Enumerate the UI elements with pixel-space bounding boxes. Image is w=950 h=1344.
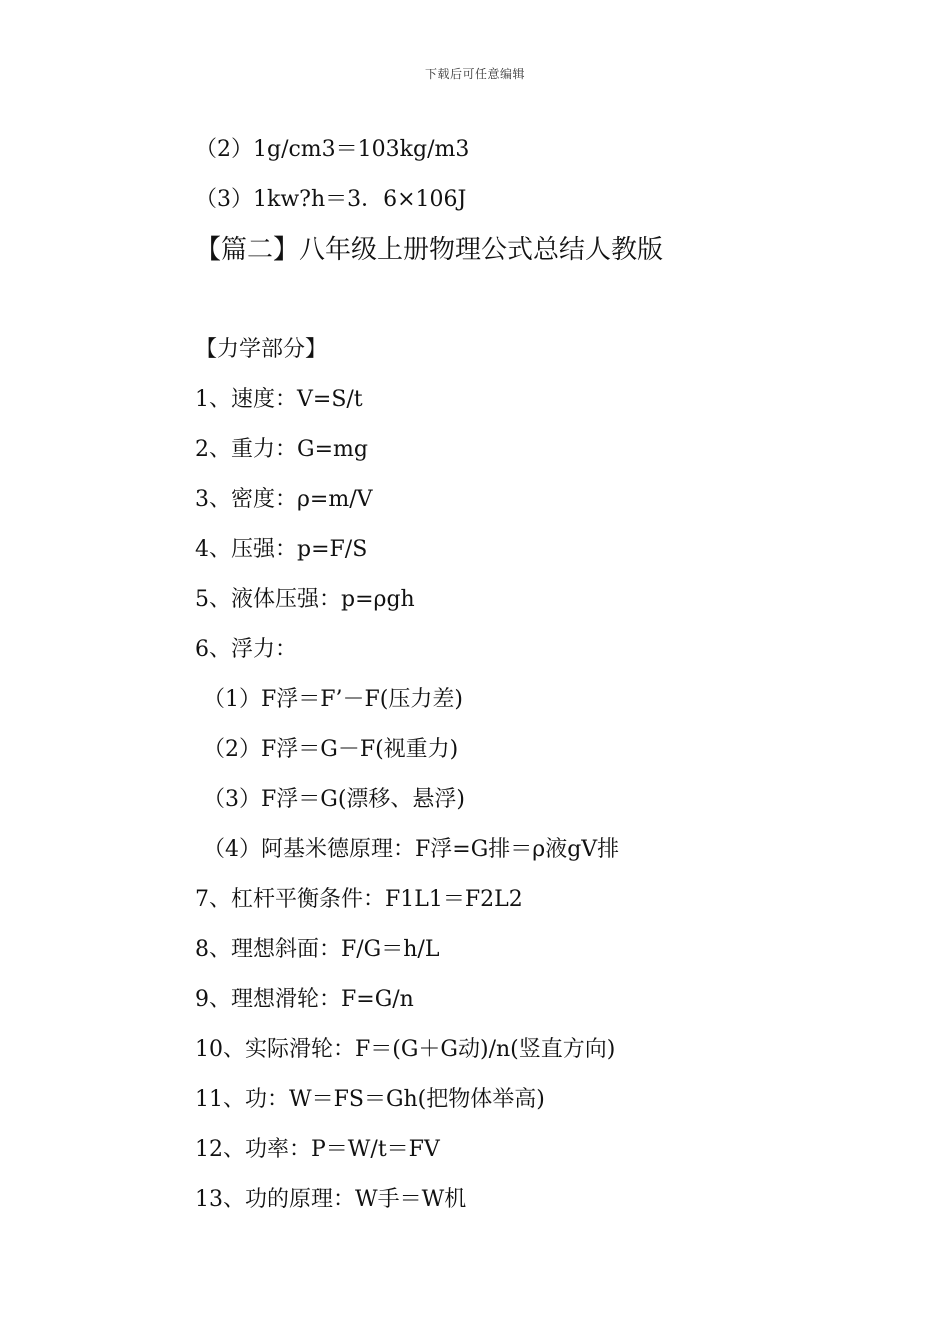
formula-line: 4、压强：p=F/S (195, 537, 368, 562)
formula-line: 6、浮力： (195, 637, 297, 662)
formula-line: 7、杠杆平衡条件：F1L1＝F2L2 (195, 887, 523, 912)
formula-line: 11、功：W＝FS＝Gh(把物体举高) (195, 1087, 545, 1112)
formula-line: 13、功的原理：W手＝W机 (195, 1187, 467, 1212)
spacer (195, 275, 895, 325)
formula-line: 5、液体压强：p=ρgh (195, 587, 415, 612)
formula-line: 9、理想滑轮：F=G/n (195, 987, 414, 1012)
formula-subline: （1）F浮＝F’－F(压力差) (203, 687, 463, 712)
formula-subline: （3）F浮＝G(漂移、悬浮) (203, 787, 466, 812)
formula-line: 8、理想斜面：F/G＝h/L (195, 937, 440, 962)
formula-line: 12、功率：P＝W/t＝FV (195, 1137, 440, 1162)
section-title: 【篇二】八年级上册物理公式总结人教版 (195, 235, 664, 265)
formula-subline: （4）阿基米德原理：F浮=G排＝ρ液gV排 (203, 837, 620, 862)
formula-line: 2、重力：G=mg (195, 437, 368, 462)
formula-line: （2）1g/cm3＝103kg/m3 (195, 137, 470, 162)
formula-line: 1、速度：V=S/t (195, 387, 363, 412)
formula-line: 3、密度：ρ=m/V (195, 487, 373, 512)
section-heading: 【力学部分】 (195, 337, 328, 362)
formula-subline: （2）F浮＝G－F(视重力) (203, 737, 459, 762)
document-body (195, 125, 895, 1225)
formula-line: （3）1kw?h＝3．6×106J (195, 187, 467, 212)
page-header: 下载后可任意编辑 (424, 67, 525, 81)
formula-line: 10、实际滑轮：F＝(G＋G动)/n(竖直方向) (195, 1037, 616, 1062)
